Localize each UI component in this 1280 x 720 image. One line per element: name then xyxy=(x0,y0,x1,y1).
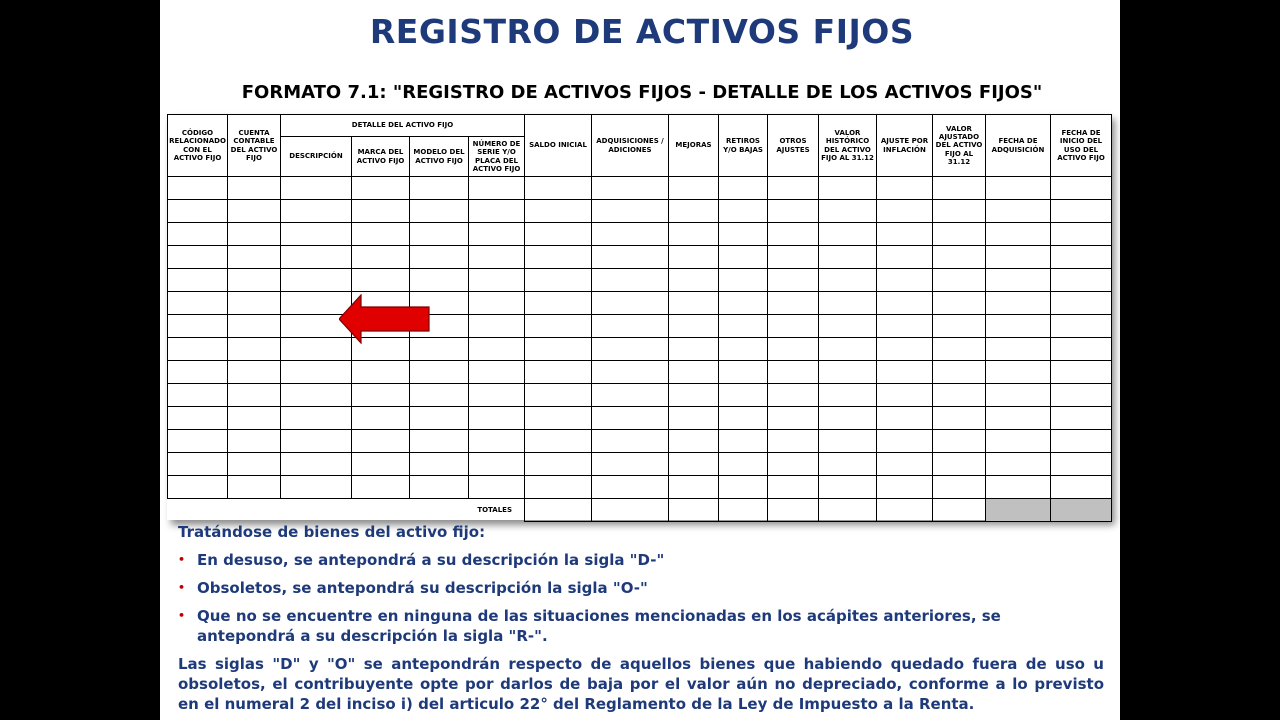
table-cell xyxy=(228,315,281,338)
table-cell xyxy=(768,476,819,499)
table-cell xyxy=(281,361,352,384)
table-cell xyxy=(768,292,819,315)
table-cell xyxy=(592,223,669,246)
table-row xyxy=(168,292,1112,315)
table-cell xyxy=(719,292,768,315)
table-cell xyxy=(986,177,1051,200)
table-cell xyxy=(168,200,228,223)
table-cell xyxy=(281,407,352,430)
table-cell xyxy=(1051,430,1112,453)
table-row xyxy=(168,384,1112,407)
table-cell xyxy=(525,338,592,361)
table-cell xyxy=(469,269,525,292)
table-cell xyxy=(469,246,525,269)
table-cell xyxy=(933,315,986,338)
table-cell xyxy=(281,223,352,246)
table-cell xyxy=(410,476,469,499)
table-cell xyxy=(1051,453,1112,476)
table-cell xyxy=(819,361,877,384)
header-group-detalle: DETALLE DEL ACTIVO FIJO xyxy=(281,115,525,137)
total-cell xyxy=(719,499,768,522)
table-row xyxy=(168,269,1112,292)
table-cell xyxy=(719,223,768,246)
table-cell xyxy=(1051,315,1112,338)
table-cell xyxy=(168,177,228,200)
table-cell xyxy=(719,200,768,223)
table-cell xyxy=(986,223,1051,246)
table-cell xyxy=(469,476,525,499)
table-cell xyxy=(819,200,877,223)
table-cell xyxy=(168,223,228,246)
table-cell xyxy=(877,430,933,453)
table-cell xyxy=(168,246,228,269)
table-cell xyxy=(719,269,768,292)
table-cell xyxy=(933,476,986,499)
slide xyxy=(160,0,1120,720)
table-cell xyxy=(986,476,1051,499)
table-cell xyxy=(228,292,281,315)
table-cell xyxy=(352,177,410,200)
table-cell xyxy=(1051,177,1112,200)
total-cell xyxy=(768,499,819,522)
total-cell xyxy=(933,499,986,522)
table-cell xyxy=(669,315,719,338)
table-cell xyxy=(768,223,819,246)
table-cell xyxy=(168,292,228,315)
table-cell xyxy=(168,269,228,292)
table-cell xyxy=(1051,407,1112,430)
table-cell xyxy=(669,200,719,223)
table-cell xyxy=(525,269,592,292)
table-cell xyxy=(1051,361,1112,384)
table-cell xyxy=(986,430,1051,453)
table-cell xyxy=(525,292,592,315)
table-cell xyxy=(228,246,281,269)
table-cell xyxy=(410,223,469,246)
table-cell xyxy=(819,384,877,407)
table-cell xyxy=(525,453,592,476)
table-cell xyxy=(281,476,352,499)
table-row xyxy=(168,246,1112,269)
table-cell xyxy=(228,177,281,200)
table-cell xyxy=(525,315,592,338)
table-cell xyxy=(986,361,1051,384)
totals-label: TOTALES xyxy=(168,499,525,522)
table-cell xyxy=(877,453,933,476)
table-cell xyxy=(525,361,592,384)
table-cell xyxy=(525,384,592,407)
header-fecha-inicio-uso: FECHA DE INICIO DEL USO DEL ACTIVO FIJO xyxy=(1051,115,1112,177)
table-cell xyxy=(469,177,525,200)
table-cell xyxy=(410,430,469,453)
table-cell xyxy=(469,361,525,384)
table-cell xyxy=(719,384,768,407)
header-descripcion: DESCRIPCIÓN xyxy=(281,137,352,177)
table-cell xyxy=(410,453,469,476)
note-bullet xyxy=(178,606,1104,646)
note-bullet-text: Obsoletos, se antepondrá su descripción la sigla "O-" xyxy=(197,579,648,597)
total-cell xyxy=(592,499,669,522)
table-cell xyxy=(1051,384,1112,407)
table-cell xyxy=(768,430,819,453)
table-cell xyxy=(592,430,669,453)
table-cell xyxy=(469,453,525,476)
table-cell xyxy=(592,384,669,407)
table-cell xyxy=(768,384,819,407)
table-cell xyxy=(768,177,819,200)
table-cell xyxy=(228,269,281,292)
table-cell xyxy=(469,384,525,407)
table-cell xyxy=(719,246,768,269)
table-cell xyxy=(168,361,228,384)
header-marca: MARCA DEL ACTIVO FIJO xyxy=(352,137,410,177)
header-mejoras: MEJORAS xyxy=(669,115,719,177)
table-cell xyxy=(669,476,719,499)
table-cell xyxy=(469,292,525,315)
header-ajuste-inflacion: AJUSTE POR INFLACIÓN xyxy=(877,115,933,177)
total-cell xyxy=(669,499,719,522)
table-cell xyxy=(768,361,819,384)
table-cell xyxy=(933,430,986,453)
table-cell xyxy=(819,292,877,315)
table-cell xyxy=(525,223,592,246)
table-cell xyxy=(669,177,719,200)
table-cell xyxy=(525,200,592,223)
table-row xyxy=(168,453,1112,476)
table-cell xyxy=(877,407,933,430)
table-cell xyxy=(168,407,228,430)
table-cell xyxy=(877,476,933,499)
table-cell xyxy=(933,223,986,246)
table-cell xyxy=(933,384,986,407)
table-row xyxy=(168,476,1112,499)
table-cell xyxy=(719,453,768,476)
header-adquisiciones: ADQUISICIONES / ADICIONES xyxy=(592,115,669,177)
table-cell xyxy=(352,430,410,453)
table-cell xyxy=(933,200,986,223)
table-cell xyxy=(592,361,669,384)
table-cell xyxy=(168,384,228,407)
table-cell xyxy=(768,246,819,269)
header-retiros: RETIROS Y/O BAJAS xyxy=(719,115,768,177)
slide-title: REGISTRO DE ACTIVOS FIJOS xyxy=(369,12,915,51)
table-cell xyxy=(228,430,281,453)
table-cell xyxy=(228,407,281,430)
table-cell xyxy=(352,476,410,499)
table-cell xyxy=(592,200,669,223)
table-cell xyxy=(669,453,719,476)
table-cell xyxy=(592,453,669,476)
table-cell xyxy=(719,430,768,453)
table-cell xyxy=(410,361,469,384)
table-cell xyxy=(1051,338,1112,361)
table-cell xyxy=(469,200,525,223)
table-cell xyxy=(281,269,352,292)
table-cell xyxy=(410,269,469,292)
table-cell xyxy=(877,338,933,361)
table-cell xyxy=(1051,223,1112,246)
table-cell xyxy=(933,292,986,315)
header-cuenta: CUENTA CONTABLE DEL ACTIVO FIJO xyxy=(228,115,281,177)
table-cell xyxy=(592,476,669,499)
table-cell xyxy=(819,177,877,200)
table-cell xyxy=(669,292,719,315)
header-otros-ajustes: OTROS AJUSTES xyxy=(768,115,819,177)
table-cell xyxy=(933,361,986,384)
table-cell xyxy=(592,246,669,269)
table-cell xyxy=(1051,200,1112,223)
table-cell xyxy=(986,384,1051,407)
table-cell xyxy=(410,177,469,200)
table-cell xyxy=(669,361,719,384)
note-bullet xyxy=(178,578,1104,598)
header-valor-historico: VALOR HISTÓRICO DEL ACTIVO FIJO AL 31.12 xyxy=(819,115,877,177)
table-cell xyxy=(281,246,352,269)
table-cell xyxy=(592,177,669,200)
table-cell xyxy=(933,453,986,476)
header-codigo: CÓDIGO RELACIONADO CON EL ACTIVO FIJO xyxy=(168,115,228,177)
table-cell xyxy=(281,200,352,223)
table-cell xyxy=(1051,476,1112,499)
table-cell xyxy=(168,338,228,361)
table-cell xyxy=(168,453,228,476)
table-cell xyxy=(669,407,719,430)
table-cell xyxy=(168,315,228,338)
table-cell xyxy=(1051,269,1112,292)
table-cell xyxy=(352,223,410,246)
table-cell xyxy=(819,315,877,338)
table-cell xyxy=(877,177,933,200)
table-cell xyxy=(933,407,986,430)
table-cell xyxy=(986,269,1051,292)
total-cell xyxy=(819,499,877,522)
total-cell-shaded xyxy=(986,499,1051,522)
note-bullet-text: Que no se encuentre en ninguna de las situaciones mencionadas en los acápites anteriores, se antepondrá a su descripción la sigla "R-". xyxy=(197,607,1001,645)
header-fecha-adquisicion: FECHA DE ADQUISICIÓN xyxy=(986,115,1051,177)
table-cell xyxy=(592,292,669,315)
asset-register-table-container xyxy=(167,114,1111,520)
table-cell xyxy=(719,361,768,384)
table-cell xyxy=(986,338,1051,361)
table-cell xyxy=(1051,246,1112,269)
table-row xyxy=(168,223,1112,246)
table-cell xyxy=(281,384,352,407)
table-cell xyxy=(768,200,819,223)
table-cell xyxy=(525,430,592,453)
table-cell xyxy=(669,269,719,292)
table-cell xyxy=(525,246,592,269)
table-cell xyxy=(933,269,986,292)
table-cell xyxy=(525,177,592,200)
totals-row xyxy=(168,499,1112,522)
table-row xyxy=(168,361,1112,384)
table-row xyxy=(168,430,1112,453)
table-cell xyxy=(819,407,877,430)
table-row xyxy=(168,200,1112,223)
bullet-dot-icon: • xyxy=(178,609,186,622)
table-cell xyxy=(719,177,768,200)
table-cell xyxy=(819,338,877,361)
table-cell xyxy=(819,453,877,476)
table-cell xyxy=(281,430,352,453)
table-cell xyxy=(525,407,592,430)
table-body xyxy=(168,177,1112,522)
table-cell xyxy=(819,476,877,499)
table-cell xyxy=(352,269,410,292)
notes-section xyxy=(178,522,1104,720)
table-cell xyxy=(719,476,768,499)
table-cell xyxy=(469,338,525,361)
table-cell xyxy=(933,338,986,361)
notes-final-paragraph: Las siglas "D" y "O" se antepondrán respecto de aquellos bienes que habiendo quedado fuera de uso u obsoletos, el contribuyente opte por darlos de baja por el valor aún no depreciado, conforme a lo previsto en el numeral 2 del inciso i) del articulo 22° del Reglamento de la Ley de Impuesto a la Renta. xyxy=(178,655,1104,713)
table-cell xyxy=(525,476,592,499)
table-row xyxy=(168,338,1112,361)
table-cell xyxy=(768,453,819,476)
table-row xyxy=(168,177,1112,200)
total-cell xyxy=(877,499,933,522)
table-cell xyxy=(469,315,525,338)
table-cell xyxy=(986,315,1051,338)
table-cell xyxy=(877,315,933,338)
table-cell xyxy=(281,453,352,476)
table-cell xyxy=(592,269,669,292)
note-bullet-text: En desuso, se antepondrá a su descripción la sigla "D-" xyxy=(197,551,665,569)
table-cell xyxy=(352,407,410,430)
table-cell xyxy=(352,453,410,476)
header-serie: NÚMERO DE SERIE Y/O PLACA DEL ACTIVO FIJO xyxy=(469,137,525,177)
bullet-dot-icon: • xyxy=(178,553,186,566)
table-cell xyxy=(669,223,719,246)
table-cell xyxy=(168,476,228,499)
asset-register-table xyxy=(167,114,1112,522)
red-left-arrow-icon xyxy=(339,294,431,344)
table-cell xyxy=(719,407,768,430)
table-cell xyxy=(228,223,281,246)
header-saldo-inicial: SALDO INICIAL xyxy=(525,115,592,177)
table-row xyxy=(168,407,1112,430)
table-cell xyxy=(669,384,719,407)
table-cell xyxy=(933,177,986,200)
table-cell xyxy=(877,361,933,384)
header-valor-ajustado: VALOR AJUSTADO DEL ACTIVO FIJO AL 31.12 xyxy=(933,115,986,177)
format-subtitle: FORMATO 7.1: "REGISTRO DE ACTIVOS FIJOS - DETALLE DE LOS ACTIVOS FIJOS" xyxy=(241,82,1043,103)
table-cell xyxy=(469,223,525,246)
table-cell xyxy=(228,453,281,476)
table-cell xyxy=(819,246,877,269)
table-cell xyxy=(986,453,1051,476)
table-cell xyxy=(1051,292,1112,315)
table-cell xyxy=(986,246,1051,269)
table-cell xyxy=(877,384,933,407)
table-cell xyxy=(352,384,410,407)
table-cell xyxy=(228,200,281,223)
table-cell xyxy=(768,338,819,361)
table-cell xyxy=(281,177,352,200)
table-cell xyxy=(469,430,525,453)
table-cell xyxy=(228,338,281,361)
table-cell xyxy=(768,315,819,338)
bullet-dot-icon: • xyxy=(178,581,186,594)
table-cell xyxy=(877,292,933,315)
table-cell xyxy=(877,246,933,269)
table-cell xyxy=(410,384,469,407)
total-cell xyxy=(525,499,592,522)
table-cell xyxy=(228,384,281,407)
table-cell xyxy=(877,223,933,246)
table-cell xyxy=(719,338,768,361)
table-cell xyxy=(228,476,281,499)
table-cell xyxy=(469,407,525,430)
table-cell xyxy=(592,338,669,361)
table-cell xyxy=(168,430,228,453)
table-cell xyxy=(410,407,469,430)
table-cell xyxy=(768,269,819,292)
table-cell xyxy=(768,407,819,430)
table-cell xyxy=(669,430,719,453)
table-cell xyxy=(819,430,877,453)
table-cell xyxy=(669,338,719,361)
table-cell xyxy=(352,361,410,384)
table-cell xyxy=(719,315,768,338)
table-cell xyxy=(592,407,669,430)
table-cell xyxy=(410,246,469,269)
notes-heading: Tratándose de bienes del activo fijo: xyxy=(178,523,486,541)
table-cell xyxy=(986,292,1051,315)
table-cell xyxy=(819,269,877,292)
table-cell xyxy=(669,246,719,269)
table-row xyxy=(168,315,1112,338)
table-cell xyxy=(986,407,1051,430)
total-cell-shaded xyxy=(1051,499,1112,522)
table-cell xyxy=(228,361,281,384)
table-cell xyxy=(352,200,410,223)
note-bullet xyxy=(178,550,1104,570)
table-cell xyxy=(986,200,1051,223)
table-cell xyxy=(352,246,410,269)
table-cell xyxy=(410,200,469,223)
table-cell xyxy=(592,315,669,338)
table-cell xyxy=(819,223,877,246)
table-cell xyxy=(877,269,933,292)
header-modelo: MODELO DEL ACTIVO FIJO xyxy=(410,137,469,177)
table-cell xyxy=(877,200,933,223)
table-cell xyxy=(933,246,986,269)
